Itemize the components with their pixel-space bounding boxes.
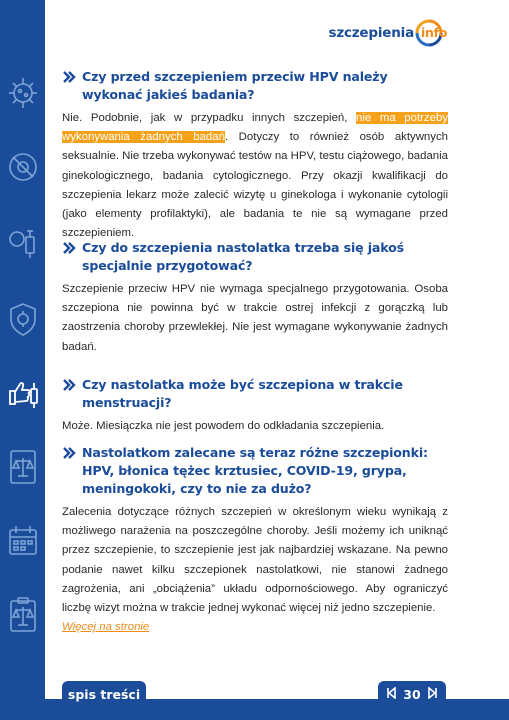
page-number: 30 <box>403 687 421 702</box>
next-page-icon[interactable] <box>427 686 437 704</box>
faq-answer: Może. Miesiączka nie jest powodem do odkładania szczepienia. <box>62 420 385 432</box>
thumbs-up-vaccine-icon <box>4 370 41 416</box>
highlighted-text: nie ma potrzeby wykonywania żadnych badań <box>62 112 448 144</box>
table-of-contents-button[interactable]: spis treści <box>62 681 146 708</box>
calendar-icon <box>4 518 41 564</box>
more-info-link[interactable]: Więcej na stronie <box>62 621 150 634</box>
chevron-right-icon <box>62 70 76 84</box>
chevron-right-icon <box>62 378 76 392</box>
faq-answer: Zalecenia dotyczące różnych szczepień w określonym wieku wynikają z możliwego narażenia na poszczególne choroby. Jeśli możemy ich uniknąć przez szczepienie, to szczepienie jest jak najbardziej wskazane. Na pewno podanie nawet kilku szczepionek nastolatkowi, nie stanowi żadnego zagrożenia, ani „obciążenia” układu odpornościowego. Aby ograniczyć liczbę wizyt można w trakcie jednej wykonać więcej niż jedno szczepienie. Więcej na stronie <box>62 506 448 634</box>
faq-section-3 <box>62 376 448 436</box>
faq-question: Czy przed szczepieniem przeciw HPV należy wykonać jakieś badania? <box>62 68 448 104</box>
no-virus-icon <box>4 144 41 190</box>
faq-question: Czy do szczepienia nastolatka trzeba się jakoś specjalnie przygotować? <box>62 239 448 275</box>
logo-sub: info <box>421 25 448 40</box>
faq-section-4 <box>62 444 448 637</box>
faq-section-2 <box>62 239 448 357</box>
sidebar <box>0 0 45 720</box>
virus-icon <box>4 70 41 116</box>
faq-question: Czy nastolatka może być szczepiona w trakcie menstruacji? <box>62 376 448 412</box>
shield-virus-icon <box>4 296 41 342</box>
logo-brand: szczepienia <box>328 25 414 41</box>
prev-page-icon[interactable] <box>387 686 397 704</box>
page-navigator <box>378 681 446 708</box>
scales-clipboard-icon <box>4 592 41 638</box>
logo-ring <box>415 19 448 47</box>
logo[interactable] <box>328 19 448 47</box>
chevron-right-icon <box>62 446 76 460</box>
chevron-right-icon <box>62 241 76 255</box>
vaccine-icon <box>4 220 41 266</box>
scales-document-icon <box>4 444 41 490</box>
faq-section-1 <box>62 68 448 243</box>
faq-answer: Nie. Podobnie, jak w przypadku innych szczepień, nie ma potrzeby wykonywania żadnych badań. Dotyczy to również osób aktywnych seksualnie. Nie trzeba wykonywać testów na HPV, testu ciążowego, badania ginekologicznego, badania cytologicznego. Przy okazji kwalifikacji do szczepienia lekarz może zalecić wizytę u ginekologa i wykonanie cytologii (jako elementy profilaktyki), ale badania te nie są wymagane przed szczepieniem. <box>62 112 448 240</box>
faq-question: Nastolatkom zalecane są teraz różne szczepionki: HPV, błonica tężec krztusiec, COVID-19, grypa, meningokoki, czy to nie za dużo? <box>62 444 448 498</box>
faq-answer: Szczepienie przeciw HPV nie wymaga specjalnego przygotowania. Osoba szczepiona nie powinna być w trakcie ostrej infekcji z gorączką lub zaostrzenia choroby przewlekłej. Nie jest wymagane wykonywanie żadnych badań. <box>62 283 448 353</box>
